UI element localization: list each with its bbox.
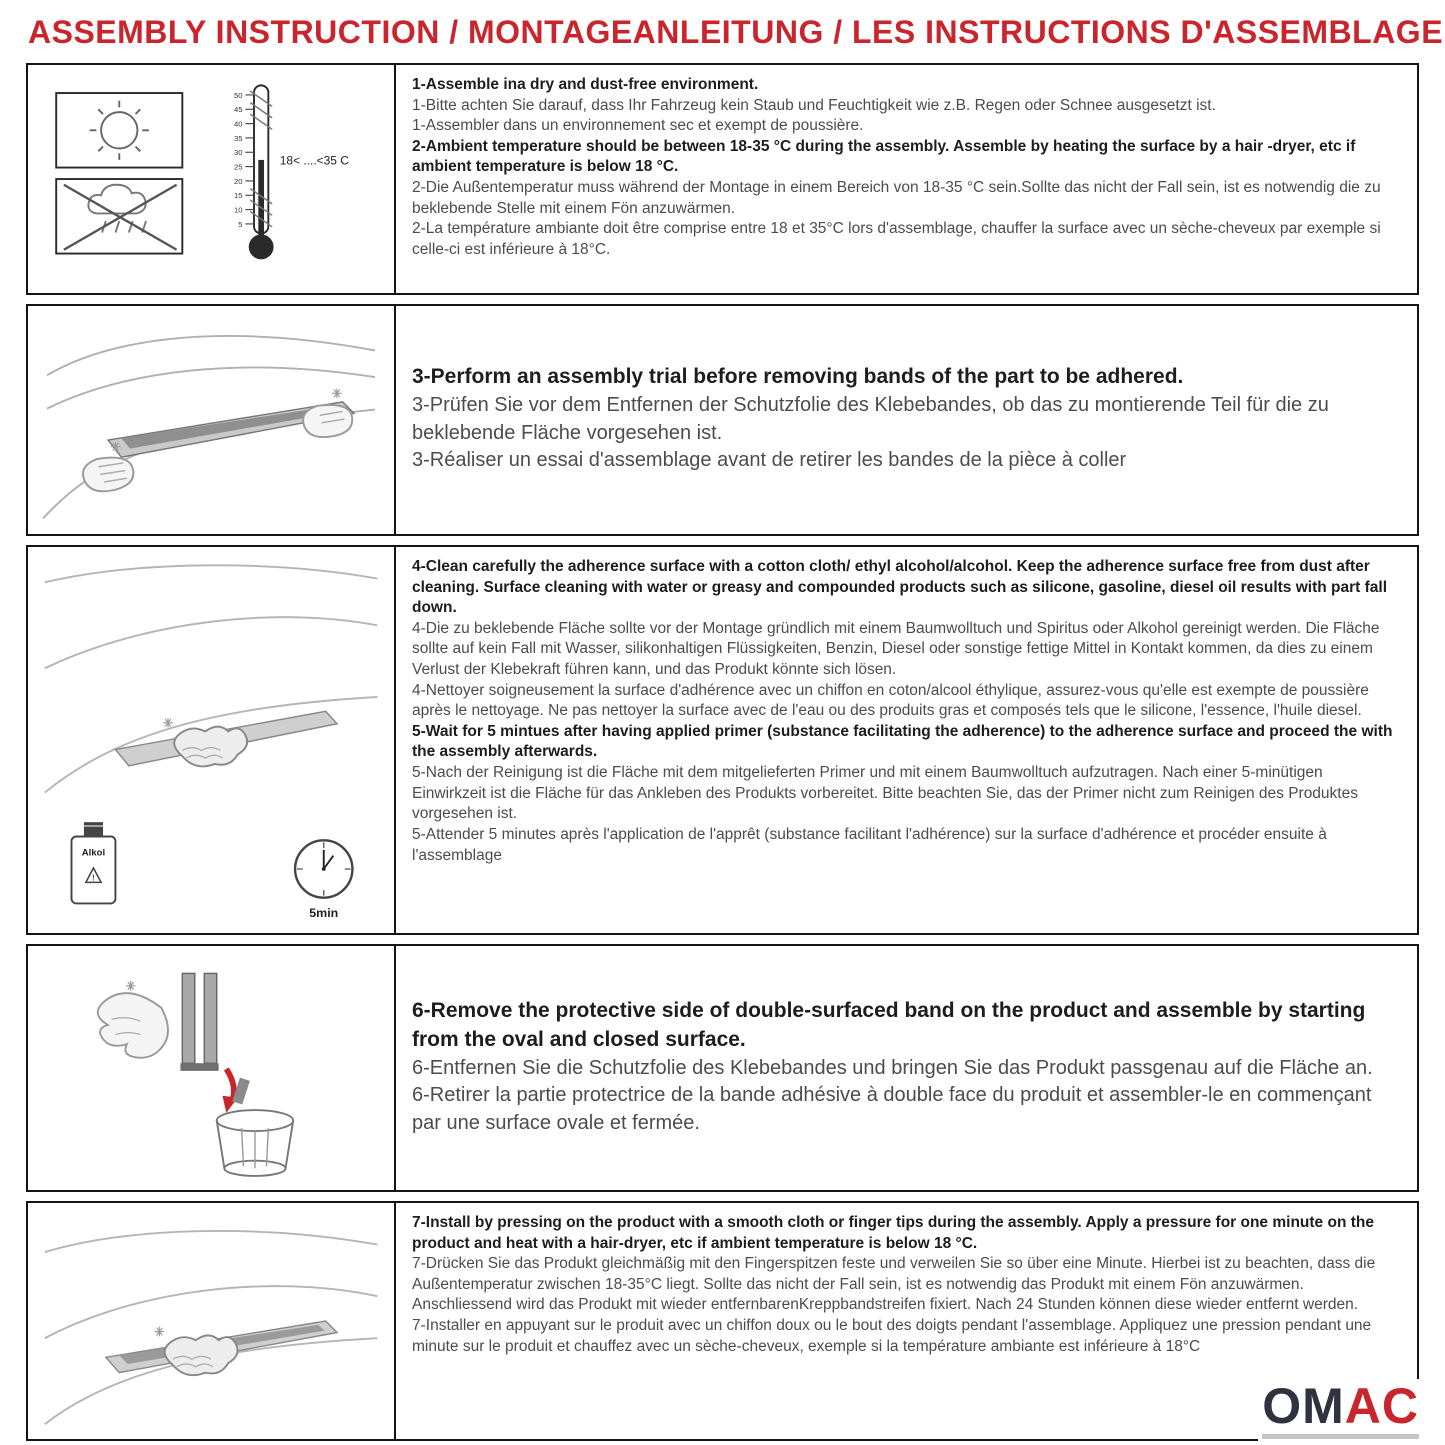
omac-logo-letters (1262, 1378, 1419, 1434)
instruction-en: 4-Clean carefully the adherence surface with a cotton cloth/ ethyl alcohol/alcohol. Keep the adherence surface free from dust after cleaning. Surface cleaning with water or greasy and compounded products such as silicone, gasoline, diesel oil results with part fall down. (412, 558, 1388, 617)
instruction-text-4-5 (396, 547, 1417, 933)
thermo-range-label: 18< ....<35 C (279, 153, 349, 168)
sun-icon (56, 93, 182, 168)
instruction-fr: 1-Assembler dans un environnement sec et exempt de poussière. (412, 117, 864, 135)
thermo-tick: 10 (234, 204, 243, 214)
omac-logo-ac: AC (1344, 1378, 1419, 1434)
instruction-text-3 (396, 306, 1417, 534)
pressing-illustration (28, 1203, 396, 1439)
assembly-trial-illustration (28, 306, 396, 534)
instruction-text-1 (396, 65, 1417, 293)
red-arrow-icon (222, 1069, 237, 1113)
no-rain-icon (56, 179, 182, 254)
instruction-fr: 2-La température ambiante doit être comprise entre 18 et 35°C lors d'assemblage, chauffer la surface avec un sèche-cheveux par exemple si celle-ci est inférieure à 18°C. (412, 220, 1381, 258)
instruction-de: 1-Bitte achten Sie darauf, dass Ihr Fahrzeug kein Staub und Feuchtigkeit wie z.B. Regen oder Schnee ausgesetzt ist. (412, 96, 1216, 114)
pressing-hand-icon (165, 1335, 238, 1375)
tape-base (180, 1063, 218, 1071)
thermo-tick: 35 (234, 133, 243, 143)
trial-svg (39, 318, 383, 523)
thermo-tick: 40 (234, 118, 243, 128)
trash-can-icon (217, 1110, 293, 1176)
instruction-de: 6-Entfernen Sie die Schutzfolie des Klebebandes und bringen Sie das Produkt passgenau auf die Fläche an. (412, 1056, 1373, 1079)
tape-strip (204, 973, 216, 1063)
instruction-de: 3-Prüfen Sie vor dem Entfernen der Schutzfolie des Klebebandes, ob das zu montierende Teil für die zu beklebende Fläche vorgesehen ist. (412, 394, 1329, 444)
alcohol-label: Alkol (81, 847, 106, 859)
omac-logo (1258, 1379, 1423, 1441)
instruction-text-6 (396, 946, 1417, 1190)
alcohol-bottle-icon (71, 822, 115, 903)
thermometer-icon (234, 85, 349, 259)
thermo-tick: 45 (234, 104, 243, 114)
thermo-tick: 50 (234, 90, 243, 100)
instruction-row-environment (26, 63, 1419, 295)
instruction-de: 7-Drücken Sie das Produkt gleichmäßig mit den Fingerspitzen feste und verweilen Sie so über eine Minute. Hierbei ist zu beachten, dass die Außentemperatur zwischen 18-35°C liegt. Sollte das nicht der Fall sein, ist es notwendig das Produkt mit einem Fön anzuwärmen. Anschliessend wird das Produkt mit wieder entfernbarenKreppbandstreifen fixiert. Nach 24 Stunden können diese wieder entfernt werden. (412, 1255, 1376, 1314)
thermo-tick: 15 (234, 190, 243, 200)
thermo-tick: 5 (238, 219, 243, 229)
hand-icon (98, 993, 168, 1058)
instruction-fr: 5-Attender 5 minutes après l'application de l'apprêt (substance facilitant l'adhérence) sur la surface d'adhérence et procéder ensuite à l'assemblage (412, 825, 1327, 864)
instruction-en: 3-Perform an assembly trial before removing bands of the part to be adhered. (412, 365, 1184, 389)
press-svg (39, 1214, 383, 1429)
clock-label: 5min (309, 905, 339, 920)
instruction-en: 7-Install by pressing on the product with a smooth cloth or finger tips during the assembly. Apply a pressure for one minute on the product and heat with a hair-dryer, etc if ambient temperature is below 18 °C. (412, 1214, 1374, 1252)
instruction-row-trial (26, 304, 1419, 536)
instruction-fr: 7-Installer en appuyant sur le produit avec un chiffon doux ou le bout des doigts pendant l'assemblage. Appliquez une pression pendant une minute sur le produit et chauffez avec un sèche-cheveux, exemple si la température ambiante est inférieure à 18°C (412, 1317, 1372, 1355)
instruction-de: 5-Nach der Reinigung ist die Fläche mit dem mitgelieferten Primer und mit einem Baumwolltuch aufzutragen. Nach einer 5-minütigen Einwirkzeit ist die Fläche für das Ankleben des Produkts vorbereitet. Bitte beachten Sie, das der Primer nicht zum Reinigen des Produktes vorgesehen ist. (412, 764, 1358, 823)
thermo-tick: 30 (234, 147, 243, 157)
instruction-en: 2-Ambient temperature should be between 18-35 °C during the assembly. Assemble by heating the surface by a hair -dryer, etc if ambient temperature is below 18 °C. (412, 137, 1356, 176)
instruction-fr: 3-Réaliser un essai d'assemblage avant de retirer les bandes de la pièce à coller (412, 449, 1127, 472)
tape-removal-illustration (28, 946, 396, 1190)
sparkle-icon (126, 981, 136, 991)
instruction-row-press (26, 1201, 1419, 1441)
instruction-de: 4-Die zu beklebende Fläche sollte vor der Montage gründlich mit einem Baumwolltuch und Spiritus oder Alkohol gereinigt werden. Die Fläche sollte auf kein Fall mit Wasser, silikonhaltigen Flüssigkeiten, Benzin, Diesel oder sonstige fettige Mittel in Kontakt kommen, da dies zu einem Verlust der Klebekraft führen kann, und das Produkt könnte sich lösen. (412, 619, 1380, 679)
peel-svg (39, 958, 383, 1178)
wiping-hand-icon (174, 727, 247, 767)
clock-icon (295, 840, 352, 919)
environment-svg (39, 72, 383, 287)
instruction-row-peel (26, 944, 1419, 1192)
instruction-fr: 4-Nettoyer soigneusement la surface d'adhérence avec un chiffon en coton/alcool éthylique, assurez-vous qu'elle est exempte de poussière après le nettoyage. Ne pas nettoyer la surface avec de l'eau ou des produits gras et composés tels que le silicone, l'essence, l'huile diesel. (412, 681, 1369, 720)
instruction-en: 6-Remove the protective side of double-surfaced band on the product and assemble by starting from the oval and closed surface. (412, 998, 1366, 1051)
thermo-tick: 20 (234, 176, 243, 186)
clean-svg (39, 553, 383, 927)
page-title: ASSEMBLY INSTRUCTION / MONTAGEANLEITUNG / LES INSTRUCTIONS D'ASSEMBLAGE (28, 14, 1444, 50)
sparkle-icon (163, 718, 173, 728)
thermo-tick: 25 (234, 161, 243, 171)
instruction-en: 5-Wait for 5 mintues after having applied primer (substance facilitating the adherence) to the adherence surface and proceed the with the assembly afterwards. (412, 722, 1393, 761)
omac-logo-om: OM (1262, 1378, 1345, 1434)
instruction-row-clean (26, 545, 1419, 935)
omac-logo-tagline (1262, 1434, 1419, 1439)
right-hand-icon (303, 404, 352, 436)
instruction-de: 2-Die Außentemperatur muss während der Montage in einem Bereich von 18-35 °C sein.Sollte das nicht der Fall sein, ist es notwendig die zu beklebende Stelle mit einem Fön anzuwärmen. (412, 179, 1381, 217)
cleaning-illustration (28, 547, 396, 933)
sparkle-icon (155, 1326, 165, 1336)
instruction-en: 1-Assemble ina dry and dust-free environment. (412, 76, 759, 93)
tape-strip (182, 973, 194, 1063)
left-hand-icon (83, 457, 133, 491)
environment-illustration (28, 65, 396, 293)
instruction-fr: 6-Retirer la partie protectrice de la bande adhésive à double face du produit et assembler-le en commençant par une surface ovale et fermée. (412, 1084, 1372, 1134)
warning-exclamation: ! (92, 872, 95, 883)
